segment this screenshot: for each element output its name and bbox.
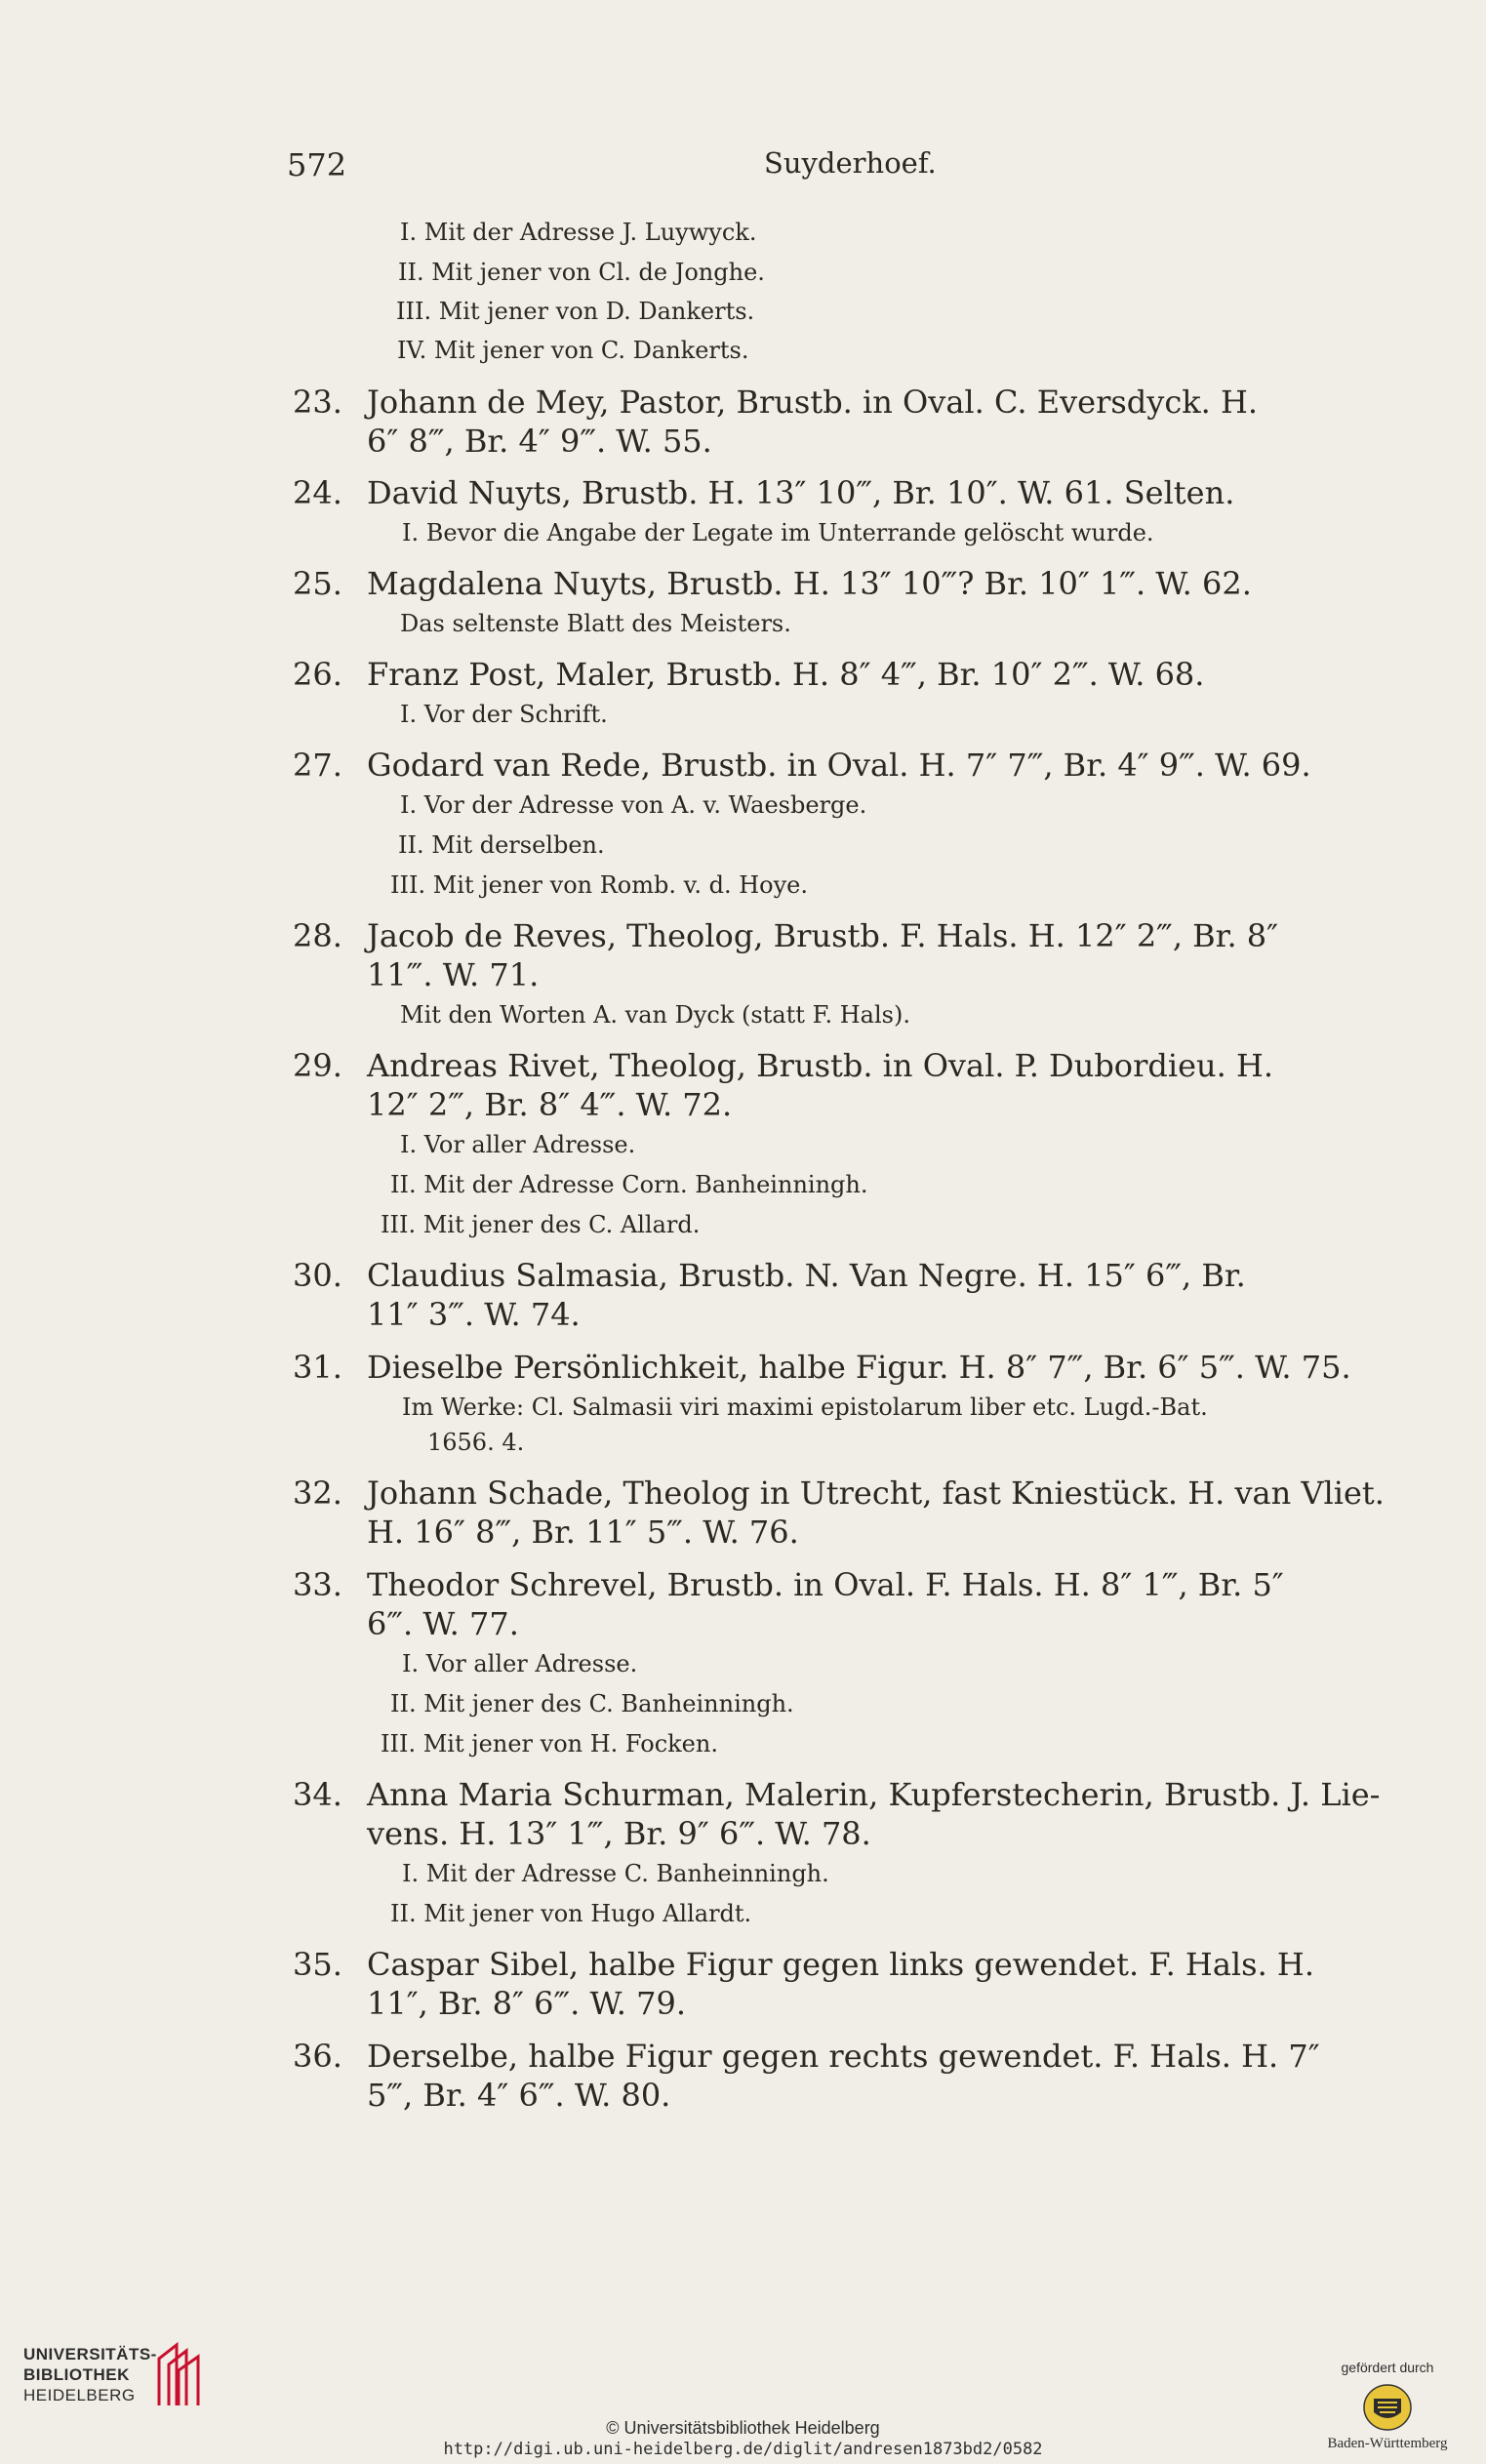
entry-number: 36. xyxy=(293,2038,342,2075)
entry-main-line: 11″ 3‴. W. 74. xyxy=(367,1296,581,1333)
entry-main-line: Jacob de Reves, Theolog, Brustb. F. Hals. H. 12″ 2‴, Br. 8″ xyxy=(367,917,1279,954)
entry-number: 29. xyxy=(293,1047,342,1084)
logo-line-3: HEIDELBERG xyxy=(23,2386,136,2404)
entry-main-line: 12″ 2‴, Br. 8″ 4‴. W. 72. xyxy=(367,1086,733,1123)
library-emblem-icon xyxy=(155,2341,204,2409)
entry-number: 35. xyxy=(293,1946,342,1983)
entry-main-line: Dieselbe Persönlichkeit, halbe Figur. H. 8″ 7‴, Br. 6″ 5‴. W. 75. xyxy=(367,1349,1351,1386)
logo-line-1: UNIVERSITÄTS- xyxy=(23,2345,157,2363)
entry-main-line: vens. H. 13″ 1‴, Br. 9″ 6‴. W. 78. xyxy=(367,1815,871,1852)
entry-number: 28. xyxy=(293,917,342,954)
entry-sub-line: I. Vor aller Adresse. xyxy=(400,1131,636,1158)
logo-line-2: BIBLIOTHEK xyxy=(23,2365,130,2384)
entry-sub-line: IV. Mit jener von C. Dankerts. xyxy=(397,337,749,364)
entry-sub-line: Mit den Worten A. van Dyck (statt F. Hals). xyxy=(400,1001,910,1029)
entry-main-line: Franz Post, Maler, Brustb. H. 8″ 4‴, Br. 10″ 2‴. W. 68. xyxy=(367,656,1205,693)
page-number: 572 xyxy=(287,146,347,183)
entry-sub-line: I. Vor aller Adresse. xyxy=(402,1650,638,1677)
entry-sub-line: I. Bevor die Angabe der Legate im Unterrande gelöscht wurde. xyxy=(402,519,1154,546)
entry-main-line: H. 16″ 8‴, Br. 11″ 5‴. W. 76. xyxy=(367,1514,799,1551)
entry-sub-line: I. Vor der Schrift. xyxy=(400,701,608,728)
entry-sub-line: 1656. 4. xyxy=(427,1429,525,1456)
entry-sub-line: II. Mit jener von Cl. de Jonghe. xyxy=(398,259,765,286)
entry-sub-line: III. Mit jener von H. Focken. xyxy=(381,1730,718,1757)
entry-sub-line: III. Mit jener von D. Dankerts. xyxy=(396,298,755,325)
funded-by-label: gefördert durch xyxy=(1341,2360,1434,2375)
entry-main-line: 6″ 8‴, Br. 4″ 9‴. W. 55. xyxy=(367,423,712,460)
funder-block xyxy=(1300,2360,1475,2452)
entry-sub-line: II. Mit der Adresse Corn. Banheinningh. xyxy=(390,1171,868,1198)
entry-sub-line: Das seltenste Blatt des Meisters. xyxy=(400,610,791,637)
entry-main-line: Caspar Sibel, halbe Figur gegen links gewendet. F. Hals. H. xyxy=(367,1946,1314,1983)
entry-main-line: 11‴. W. 71. xyxy=(367,956,540,993)
entry-number: 24. xyxy=(293,474,342,511)
entry-sub-line: III. Mit jener des C. Allard. xyxy=(381,1211,701,1238)
entry-number: 23. xyxy=(293,384,342,421)
entry-main-line: Andreas Rivet, Theolog, Brustb. in Oval. P. Dubordieu. H. xyxy=(367,1047,1274,1084)
funder-name: Baden-Württemberg xyxy=(1327,2436,1448,2451)
entry-number: 25. xyxy=(293,565,342,602)
entry-sub-line: II. Mit jener des C. Banheinningh. xyxy=(390,1690,794,1717)
entry-sub-line: III. Mit jener von Romb. v. d. Hoye. xyxy=(390,871,808,899)
entry-main-line: Godard van Rede, Brustb. in Oval. H. 7″ 7‴, Br. 4″ 9‴. W. 69. xyxy=(367,747,1311,784)
entry-number: 34. xyxy=(293,1776,342,1813)
entry-number: 31. xyxy=(293,1349,342,1386)
running-title: Suyderhoef. xyxy=(764,146,937,180)
entry-main-line: Theodor Schrevel, Brustb. in Oval. F. Hals. H. 8″ 1‴, Br. 5″ xyxy=(367,1566,1284,1603)
entry-sub-line: I. Vor der Adresse von A. v. Waesberge. xyxy=(400,791,867,819)
entry-main-line: 11″, Br. 8″ 6‴. W. 79. xyxy=(367,1985,687,2022)
entry-number: 26. xyxy=(293,656,342,693)
entry-number: 33. xyxy=(293,1566,342,1603)
entry-number: 32. xyxy=(293,1474,342,1512)
entry-number: 27. xyxy=(293,747,342,784)
copyright-notice: © Universitätsbibliothek Heidelberg xyxy=(606,2418,880,2438)
entry-main-line: David Nuyts, Brustb. H. 13″ 10‴, Br. 10″. W. 61. Selten. xyxy=(367,474,1235,511)
entry-sub-line: II. Mit derselben. xyxy=(398,831,605,859)
entry-main-line: Anna Maria Schurman, Malerin, Kupferstecherin, Brustb. J. Lie- xyxy=(367,1776,1381,1813)
entry-main-line: Derselbe, halbe Figur gegen rechts gewendet. F. Hals. H. 7″ xyxy=(367,2038,1320,2075)
entry-sub-line: II. Mit jener von Hugo Allardt. xyxy=(390,1900,752,1927)
entry-main-line: Johann Schade, Theolog in Utrecht, fast Kniestück. H. van Vliet. xyxy=(367,1474,1385,1512)
entry-sub-line: Im Werke: Cl. Salmasii viri maximi epistolarum liber etc. Lugd.-Bat. xyxy=(402,1394,1208,1421)
entry-main-line: 6‴. W. 77. xyxy=(367,1605,519,1642)
entry-sub-line: I. Mit der Adresse C. Banheinningh. xyxy=(402,1860,829,1887)
entry-number: 30. xyxy=(293,1257,342,1294)
entry-main-line: Claudius Salmasia, Brustb. N. Van Negre. H. 15″ 6‴, Br. xyxy=(367,1257,1246,1294)
entry-main-line: 5‴, Br. 4″ 6‴. W. 80. xyxy=(367,2077,671,2114)
entry-main-line: Magdalena Nuyts, Brustb. H. 13″ 10‴? Br. 10″ 1‴. W. 62. xyxy=(367,565,1252,602)
entry-sub-line: I. Mit der Adresse J. Luywyck. xyxy=(400,219,757,246)
coat-of-arms-icon xyxy=(1362,2383,1413,2432)
entry-main-line: Johann de Mey, Pastor, Brustb. in Oval. C. Eversdyck. H. xyxy=(367,384,1259,421)
source-url-link[interactable]: http://digi.ub.uni-heidelberg.de/diglit/andresen1873bd2/0582 xyxy=(443,2440,1043,2459)
